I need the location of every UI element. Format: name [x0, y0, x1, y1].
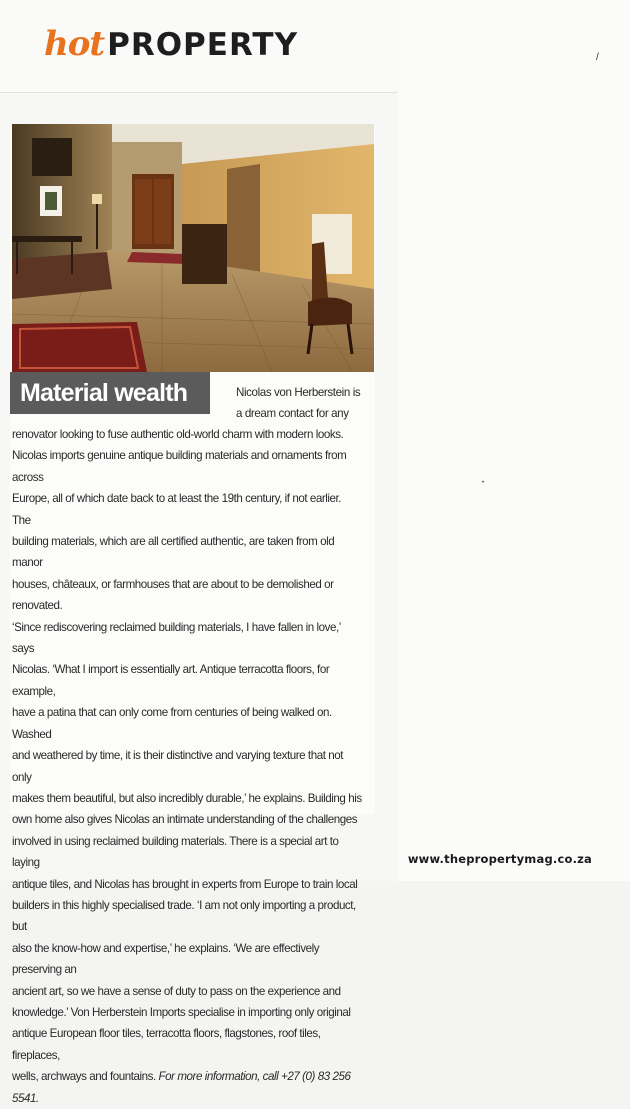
logo-property-text: PROPERTY [107, 27, 299, 63]
body-line: ‘Since rediscovering reclaimed building materials, I have fallen in love,’ says [12, 620, 341, 656]
body-line: Nicolas imports genuine antique building materials and ornaments from across [12, 449, 347, 484]
magazine-logo [44, 24, 298, 70]
interior-photo-illustration [12, 124, 374, 372]
body-line: houses, châteaux, or farmhouses that are about to be demolished or renovated. [12, 577, 334, 613]
body-line: have a patina that can only come from centuries of being walked on. Washed [12, 706, 332, 741]
body-line: and weathered by time, it is their distinctive and varying texture that not only [12, 749, 344, 784]
body-line-last [12, 1066, 362, 1109]
body-line: also the know-how and expertise,’ he explains. ‘We are effectively preserving an [12, 941, 320, 977]
body-line: antique tiles, and Nicolas has brought in experts from Europe to train local [12, 877, 358, 891]
intro-line: Nicolas von Herberstein is [236, 386, 361, 399]
body-line: building materials, which are all certified authentic, are taken from old manor [12, 535, 335, 570]
body-line: own home also gives Nicolas an intimate understanding of the challenges [12, 813, 358, 827]
interior-photo [12, 124, 374, 372]
body-line: antique European floor tiles, terracotta floors, flagstones, roof tiles, fireplaces, [12, 1027, 321, 1062]
body-line: knowledge.’ Von Herberstein Imports specialise in importing only original [12, 1005, 351, 1019]
website-url: www.thepropertymag.co.za [407, 852, 592, 866]
body-line: builders in this highly specialised trade. ‘I am not only importing a product, but [12, 898, 356, 934]
intro-line: a dream contact for any [236, 407, 349, 420]
scan-mark: / [596, 52, 599, 63]
body-line-last-plain: wells, archways and fountains. [12, 1070, 159, 1084]
body-line: Europe, all of which date back to at least the 19th century, if not earlier. The [12, 492, 342, 527]
logo-hot-text: hot [44, 24, 105, 64]
article-headline: Material wealth [20, 378, 188, 407]
body-line: involved in using reclaimed building materials. There is a special art to laying [12, 834, 339, 870]
body-line: Nicolas. ‘What I import is essentially art. Antique terracotta floors, for example, [12, 663, 330, 698]
body-line: renovator looking to fuse authentic old-world charm with modern looks. [12, 428, 344, 441]
article-body [12, 424, 362, 1109]
headline-banner [10, 372, 210, 414]
scan-speck: • [482, 480, 485, 486]
header-strip [0, 0, 398, 93]
contact-info: For more information, call +27 (0) 83 256 5541. [12, 1070, 351, 1105]
body-line: ancient art, so we have a sense of duty to pass on the experience and [12, 984, 341, 998]
body-line: makes them beautiful, but also incredibly durable,’ he explains. Building his [12, 791, 362, 805]
article-intro [236, 382, 361, 424]
